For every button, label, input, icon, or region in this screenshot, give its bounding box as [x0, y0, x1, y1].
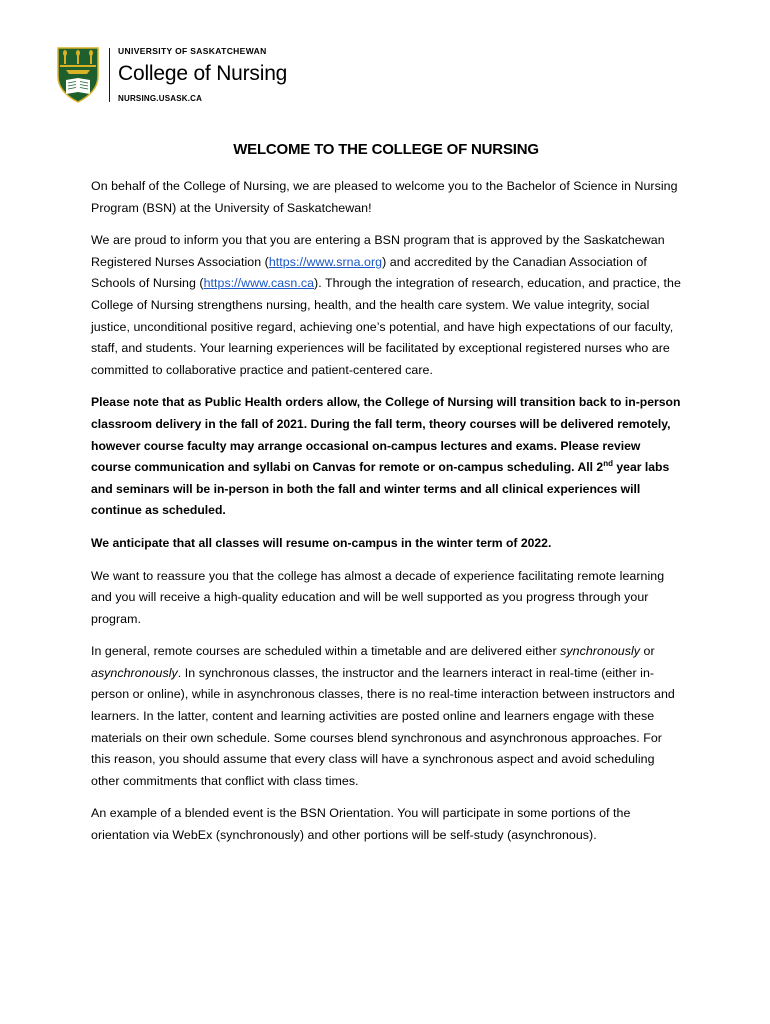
- text-segment: ). Through the integration of research, education, and practice, the College of Nursing strengthens nursing, health, and the health care system. We value integrity, social justice, unconditional positive regard, achieving one’s potential, and have high expectations of our faculty, staff, and students. Your learning experiences will be facilitated by exceptional registered nurses who are committed to collaborative practice and patient-centered care.: [91, 276, 681, 377]
- emphasis-asynchronously: asynchronously: [91, 665, 178, 680]
- text-segment: We are proud to inform you that you are entering a BSN program that is approved by the Saskatchewan Registered Nurses Association (: [91, 233, 665, 269]
- paragraph-welcome: On behalf of the College of Nursing, we are pleased to welcome you to the Bachelor of Science in Nursing Program (BSN) at the University of Saskatchewan!: [91, 179, 678, 215]
- paragraph-public-health-notice: [91, 392, 681, 522]
- text-segment: Please note that as Public Health orders allow, the College of Nursing will transition back to in-person classroom delivery in the fall of 2021. During the fall term, theory courses will be delivered remotely, however course faculty may arrange occasional on-campus lectures and exams. Please review course communication and syllabi on Canvas for remote or on-campus scheduling. All 2: [91, 395, 681, 475]
- text-segment: ) and accredited by the Canadian Association of Schools of Nursing (: [91, 254, 647, 291]
- text-segment: . In synchronous classes, the instructor and the learners interact in real-time (either in-person or online), while in asynchronous classes, there is no real-time interaction between instructors and learners. In the latter, content and learning activities are posted online and learners engage with these materials on their own schedule. Some courses blend synchronous and asynchronous approaches. For this reason, you should assume that every class will have a synchronous aspect and avoid scheduling other commitments that conflict with class times.: [91, 665, 675, 788]
- college-name: College of Nursing: [118, 62, 288, 85]
- superscript: nd: [603, 459, 613, 469]
- srna-link[interactable]: https://www.srna.org: [268, 254, 383, 269]
- college-url[interactable]: NURSING.USASK.CA: [118, 94, 203, 103]
- paragraph-accreditation: [91, 230, 681, 381]
- text-segment: year labs and seminars will be in-person in both the fall and winter terms and all clinical experiences will continue as scheduled.: [91, 460, 670, 518]
- logo-divider: [109, 48, 110, 102]
- text-segment: In general, remote courses are scheduled within a timetable and are delivered either: [91, 644, 561, 659]
- text-segment: or: [640, 644, 655, 659]
- logo-wordmark: [118, 46, 287, 104]
- college-logo: [56, 44, 287, 106]
- university-crest-icon: [56, 46, 100, 104]
- paragraph-orientation: An example of a blended event is the BSN Orientation. You will participate in some portions of the orientation via WebEx (synchronously) and other portions will be self-study (asynchronous).: [91, 806, 631, 843]
- letter-body: [91, 140, 681, 858]
- casn-link[interactable]: https://www.casn.ca: [203, 276, 315, 291]
- paragraph-reassurance: We want to reassure you that the college has almost a decade of experience facilitating remote learning and you will receive a high-quality education and will be well supported as you progress through your program.: [91, 568, 665, 626]
- paragraph-remote-courses: [91, 641, 681, 792]
- page-title: WELCOME TO THE COLLEGE OF NURSING: [233, 141, 539, 158]
- university-name: UNIVERSITY OF SASKATCHEWAN: [118, 46, 267, 56]
- paragraph-winter-term: We anticipate that all classes will resume on-campus in the winter term of 2022.: [91, 535, 552, 550]
- emphasis-synchronously: synchronously: [560, 644, 641, 659]
